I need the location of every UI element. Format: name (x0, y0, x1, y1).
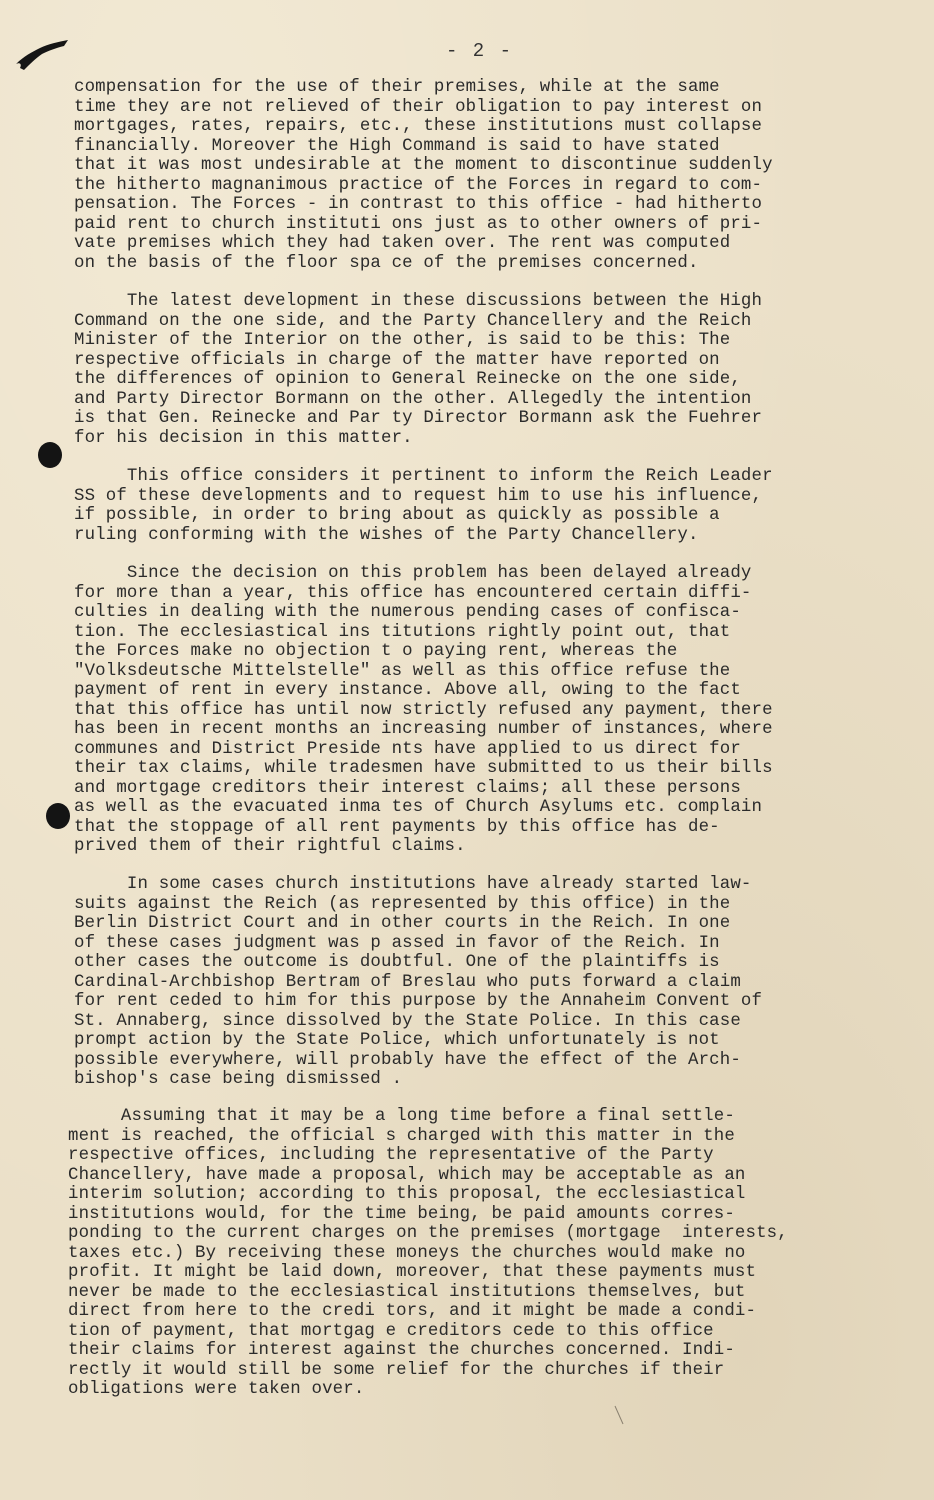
torn-corner-mark (14, 38, 70, 72)
paragraph-delayed-decision: Since the decision on this problem has been delayed already for more than a year, this office has encountered certain diffi- culties in dealing with the numerous pending cases of confisca- tion. The ecclesiastical ins titutions rightly point out, that the Forces make no objection t o paying rent, whereas the "Volksdeutsche Mittelstelle" as well as this office refuse the payment of rent in every instance. Above all, owing to the fact that this office has until now strictly refused any payment, there has been in recent months an increasing number of instances, where communes and District Preside nts have applied to us direct for their tax claims, while tradesmen have submitted to us their bills and mortgage creditors their interest claims; all these persons as well as the evacuated inma tes of Church Asylums etc. complain that the stoppage of all rent payments by this office has de- prived them of their rightful claims. (74, 564, 773, 856)
paragraph-latest-development: The latest development in these discussions between the High Command on the one side, and the Party Chancellery and the Reich Minister of the Interior on the other, is said to be this: The respective officials in charge of the matter have reported on the differences of opinion to General Reinecke on the one side, and Party Director Bormann on the other. Allegedly the intention is that Gen. Reinecke and Par ty Director Bormann ask the Fuehrer for his decision in this matter. (74, 292, 763, 448)
stray-pencil-mark (612, 1404, 626, 1426)
punch-hole-upper (38, 442, 62, 468)
paragraph-inform-reich-leader: This office considers it pertinent to inform the Reich Leader SS of these developments and to request him to use his influence, if possible, in order to bring about as quickly as possible a ruling conforming with the wishes of the Party Chancellery. (74, 467, 773, 545)
punch-hole-lower (46, 803, 70, 829)
page-number: - 2 - (446, 40, 514, 62)
paragraph-interim-solution: Assuming that it may be a long time before a final settle- ment is reached, the official s charged with this matter in the respective offices, including the representative of the Party Chancellery, have made a proposal, which may be acceptable as an interim solution; according to this proposal, the ecclesiastical institutions would, for the time being, be paid amounts corres- ponding to the current charges on the premises (mortgage interests, taxes etc.) By receiving these moneys the churches would make no profit. It might be laid down, moreover, that these payments must never be made to the ecclesiastical institutions themselves, but direct from here to the credi tors, and it might be made a condi- tion of payment, that mortgag e creditors cede to this office their claims for interest against the churches concerned. Indi- rectly it would still be some relief for the churches if their obligations were taken over. (68, 1107, 788, 1399)
paragraph-lawsuits: In some cases church institutions have already started law- suits against the Reich (as represented by this office) in the Berlin District Court and in other courts in the Reich. In one of these cases judgment was p assed in favor of the Reich. In other cases the outcome is doubtful. One of the plaintiffs is Cardinal-Archbishop Bertram of Breslau who puts forward a claim for rent ceded to him for this purpose by the Annaheim Convent of St. Annaberg, since dissolved by the State Police. In this case prompt action by the State Police, which unfortunately is not possible everywhere, will probably have the effect of the Arch- bishop's case being dismissed . (74, 875, 763, 1089)
paragraph-compensation: compensation for the use of their premises, while at the same time they are not relieved of their obligation to pay interest on mortgages, rates, repairs, etc., these institutions must collapse financially. Moreover the High Command is said to have stated that it was most undesirable at the moment to discontinue suddenly the hitherto magnanimous practice of the Forces in regard to com- pensation. The Forces - in contrast to this office - had hitherto paid rent to church instituti ons just as to other owners of pri- vate premises which they had taken over. The rent was computed on the basis of the floor spa ce of the premises concerned. (74, 78, 773, 273)
